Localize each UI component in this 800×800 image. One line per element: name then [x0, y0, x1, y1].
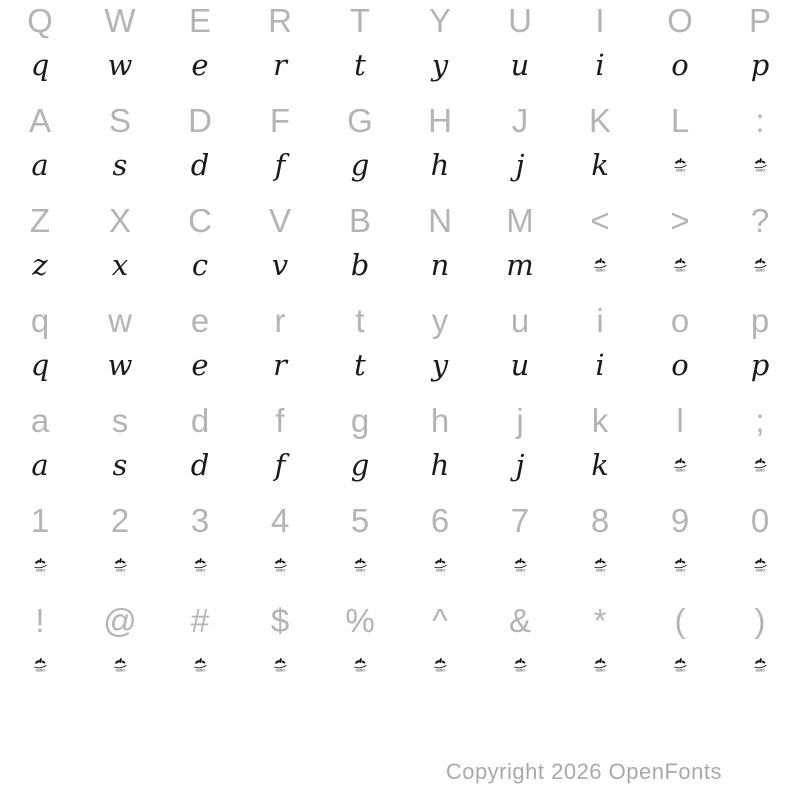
missing-glyph: [353, 657, 368, 673]
missing-glyph: [113, 657, 128, 673]
font-glyph: m: [506, 247, 534, 282]
sprig-notdef-icon: [273, 657, 288, 673]
reference-char: 0: [750, 501, 770, 539]
font-glyph: d: [190, 447, 210, 482]
font-glyph-row: [0, 640, 800, 690]
font-glyph: h: [430, 147, 450, 182]
missing-glyph: [753, 657, 768, 673]
reference-char: 5: [350, 501, 370, 539]
svg-text:EURO: EURO: [115, 668, 125, 673]
font-glyph: x: [111, 247, 129, 282]
reference-char: H: [428, 101, 452, 139]
font-glyph: t: [354, 47, 366, 82]
svg-text:EURO: EURO: [355, 568, 365, 573]
reference-char: O: [667, 1, 693, 39]
sprig-notdef-icon: [673, 257, 688, 273]
reference-char: $: [270, 601, 290, 639]
sprig-notdef-icon: [193, 557, 208, 573]
reference-char: R: [268, 1, 292, 39]
reference-char: X: [108, 201, 131, 239]
reference-char: V: [268, 201, 291, 239]
font-glyph: r: [273, 347, 287, 382]
font-glyph: q: [30, 347, 50, 382]
font-glyph: w: [107, 347, 133, 382]
reference-char: a: [30, 401, 50, 439]
font-glyph-row: [0, 240, 800, 290]
font-glyph: g: [350, 147, 370, 182]
reference-char: i: [596, 301, 604, 339]
font-glyph: f: [274, 147, 286, 182]
svg-text:EURO: EURO: [595, 268, 605, 273]
font-glyph: a: [31, 447, 49, 482]
reference-char: >: [670, 201, 690, 239]
missing-glyph: [33, 657, 48, 673]
reference-char: d: [190, 401, 210, 439]
sprig-notdef-icon: [513, 657, 528, 673]
font-glyph: w: [107, 47, 133, 82]
svg-text:EURO: EURO: [675, 168, 685, 173]
font-glyph: k: [591, 147, 609, 182]
svg-text:EURO: EURO: [35, 668, 45, 673]
reference-char: ?: [750, 201, 770, 239]
font-glyph: y: [431, 347, 449, 382]
reference-char: y: [431, 301, 449, 339]
reference-char-row: [0, 200, 800, 240]
svg-text:EURO: EURO: [755, 168, 765, 173]
font-glyph: k: [591, 447, 609, 482]
svg-text:EURO: EURO: [275, 668, 285, 673]
reference-char: 3: [190, 501, 210, 539]
reference-char: l: [676, 401, 684, 439]
font-glyph: d: [190, 147, 210, 182]
sprig-notdef-icon: [673, 157, 688, 173]
reference-char: G: [347, 101, 373, 139]
reference-char: h: [430, 401, 450, 439]
reference-char-row: [0, 500, 800, 540]
font-glyph: f: [274, 447, 286, 482]
reference-char: 9: [670, 501, 690, 539]
missing-glyph: [753, 457, 768, 473]
reference-char-row: [0, 100, 800, 140]
reference-char: 1: [30, 501, 50, 539]
font-glyph: p: [750, 47, 770, 82]
svg-text:EURO: EURO: [195, 668, 205, 673]
missing-glyph: [353, 557, 368, 573]
font-glyph: s: [112, 447, 128, 482]
reference-char: @: [103, 601, 137, 639]
reference-char: ): [754, 601, 766, 639]
reference-char: 7: [510, 501, 530, 539]
svg-text:EURO: EURO: [515, 668, 525, 673]
reference-char-row: [0, 600, 800, 640]
sprig-notdef-icon: [593, 557, 608, 573]
reference-char: o: [670, 301, 690, 339]
reference-char: :: [755, 101, 765, 139]
missing-glyph: [593, 557, 608, 573]
reference-char: p: [750, 301, 770, 339]
reference-char-row: [0, 400, 800, 440]
missing-glyph: [673, 457, 688, 473]
svg-text:EURO: EURO: [755, 568, 765, 573]
reference-char: w: [108, 301, 132, 339]
reference-char: j: [516, 401, 524, 439]
font-glyph: o: [671, 347, 689, 382]
svg-text:EURO: EURO: [675, 468, 685, 473]
missing-glyph: [753, 157, 768, 173]
font-glyph: r: [273, 47, 287, 82]
missing-glyph: [753, 257, 768, 273]
svg-text:EURO: EURO: [755, 668, 765, 673]
svg-text:EURO: EURO: [755, 468, 765, 473]
sprig-notdef-icon: [753, 457, 768, 473]
font-glyph: b: [350, 247, 370, 282]
missing-glyph: [33, 557, 48, 573]
missing-glyph: [593, 657, 608, 673]
reference-char: #: [190, 601, 210, 639]
missing-glyph: [433, 557, 448, 573]
reference-char: Z: [29, 201, 51, 239]
svg-text:EURO: EURO: [35, 568, 45, 573]
reference-char: A: [28, 101, 51, 139]
sprig-notdef-icon: [593, 657, 608, 673]
font-glyph: z: [32, 247, 48, 282]
reference-char: q: [30, 301, 50, 339]
sprig-notdef-icon: [113, 557, 128, 573]
font-glyph: s: [112, 147, 128, 182]
font-glyph-row: [0, 40, 800, 90]
svg-text:EURO: EURO: [355, 668, 365, 673]
font-glyph: u: [510, 47, 530, 82]
sprig-notdef-icon: [673, 557, 688, 573]
font-glyph: j: [515, 447, 525, 482]
svg-text:EURO: EURO: [435, 668, 445, 673]
reference-char: ;: [755, 401, 765, 439]
reference-char: Y: [428, 1, 451, 39]
missing-glyph: [673, 257, 688, 273]
svg-text:EURO: EURO: [275, 568, 285, 573]
reference-char: *: [593, 601, 607, 639]
font-glyph-row: [0, 340, 800, 390]
sprig-notdef-icon: [353, 657, 368, 673]
reference-char: (: [674, 601, 686, 639]
reference-char: f: [275, 401, 285, 439]
sprig-notdef-icon: [753, 557, 768, 573]
reference-char: M: [506, 201, 534, 239]
svg-text:EURO: EURO: [435, 568, 445, 573]
svg-text:EURO: EURO: [595, 668, 605, 673]
reference-char: U: [508, 1, 532, 39]
font-glyph: v: [271, 247, 289, 282]
reference-char: W: [104, 1, 136, 39]
svg-text:EURO: EURO: [595, 568, 605, 573]
font-glyph: o: [671, 47, 689, 82]
reference-char: 8: [590, 501, 610, 539]
sprig-notdef-icon: [433, 657, 448, 673]
sprig-notdef-icon: [513, 557, 528, 573]
reference-char: L: [670, 101, 690, 139]
svg-text:EURO: EURO: [195, 568, 205, 573]
reference-char: e: [190, 301, 210, 339]
missing-glyph: [673, 157, 688, 173]
missing-glyph: [673, 557, 688, 573]
reference-char: 2: [110, 501, 130, 539]
font-glyph: a: [31, 147, 49, 182]
font-glyph: u: [510, 347, 530, 382]
missing-glyph: [673, 657, 688, 673]
missing-glyph: [273, 557, 288, 573]
font-glyph: q: [30, 47, 50, 82]
font-glyph: y: [431, 47, 449, 82]
reference-char: %: [345, 601, 375, 639]
sprig-notdef-icon: [753, 157, 768, 173]
reference-char: s: [111, 401, 129, 439]
svg-text:EURO: EURO: [675, 568, 685, 573]
reference-char: u: [510, 301, 530, 339]
reference-char: N: [428, 201, 452, 239]
svg-text:EURO: EURO: [755, 268, 765, 273]
reference-char: Q: [27, 1, 53, 39]
sprig-notdef-icon: [33, 657, 48, 673]
missing-glyph: [113, 557, 128, 573]
font-glyph: j: [515, 147, 525, 182]
reference-char: 6: [430, 501, 450, 539]
font-glyph-row: [0, 140, 800, 190]
reference-char: F: [269, 101, 291, 139]
font-glyph-row: [0, 540, 800, 590]
reference-char: t: [355, 301, 365, 339]
sprig-notdef-icon: [753, 657, 768, 673]
reference-char: E: [188, 1, 211, 39]
font-glyph: c: [191, 247, 209, 282]
reference-char: B: [348, 201, 371, 239]
reference-char: C: [188, 201, 212, 239]
font-glyph: p: [750, 347, 770, 382]
reference-char: P: [748, 1, 771, 39]
reference-char: 4: [270, 501, 290, 539]
missing-glyph: [753, 557, 768, 573]
reference-char: D: [188, 101, 212, 139]
svg-text:EURO: EURO: [515, 568, 525, 573]
reference-char: k: [591, 401, 609, 439]
svg-text:EURO: EURO: [675, 668, 685, 673]
font-glyph: e: [191, 347, 209, 382]
sprig-notdef-icon: [273, 557, 288, 573]
sprig-notdef-icon: [753, 257, 768, 273]
font-glyph: t: [354, 347, 366, 382]
sprig-notdef-icon: [433, 557, 448, 573]
sprig-notdef-icon: [353, 557, 368, 573]
font-glyph: i: [595, 47, 605, 82]
missing-glyph: [273, 657, 288, 673]
sprig-notdef-icon: [673, 657, 688, 673]
font-glyph: e: [191, 47, 209, 82]
reference-char: r: [274, 301, 286, 339]
sprig-notdef-icon: [113, 657, 128, 673]
reference-char: ^: [432, 601, 448, 639]
reference-char: J: [511, 101, 529, 139]
font-glyph-row: [0, 440, 800, 490]
font-glyph: g: [350, 447, 370, 482]
reference-char: S: [108, 101, 131, 139]
reference-char: <: [590, 201, 610, 239]
font-glyph: n: [430, 247, 450, 282]
font-glyph: h: [430, 447, 450, 482]
svg-text:EURO: EURO: [675, 268, 685, 273]
reference-char: I: [595, 1, 605, 39]
reference-char-row: [0, 300, 800, 340]
sprig-notdef-icon: [593, 257, 608, 273]
reference-char-row: [0, 0, 800, 40]
reference-char: &: [508, 601, 531, 639]
missing-glyph: [193, 657, 208, 673]
missing-glyph: [593, 257, 608, 273]
reference-char: !: [35, 601, 45, 639]
missing-glyph: [433, 657, 448, 673]
copyright-text: Copyright 2026 OpenFonts: [445, 759, 722, 784]
sprig-notdef-icon: [193, 657, 208, 673]
reference-char: T: [349, 1, 371, 39]
svg-text:EURO: EURO: [115, 568, 125, 573]
missing-glyph: [513, 657, 528, 673]
sprig-notdef-icon: [673, 457, 688, 473]
reference-char: K: [588, 101, 611, 139]
font-glyph: i: [595, 347, 605, 382]
missing-glyph: [513, 557, 528, 573]
reference-char: g: [350, 401, 370, 439]
missing-glyph: [193, 557, 208, 573]
sprig-notdef-icon: [33, 557, 48, 573]
